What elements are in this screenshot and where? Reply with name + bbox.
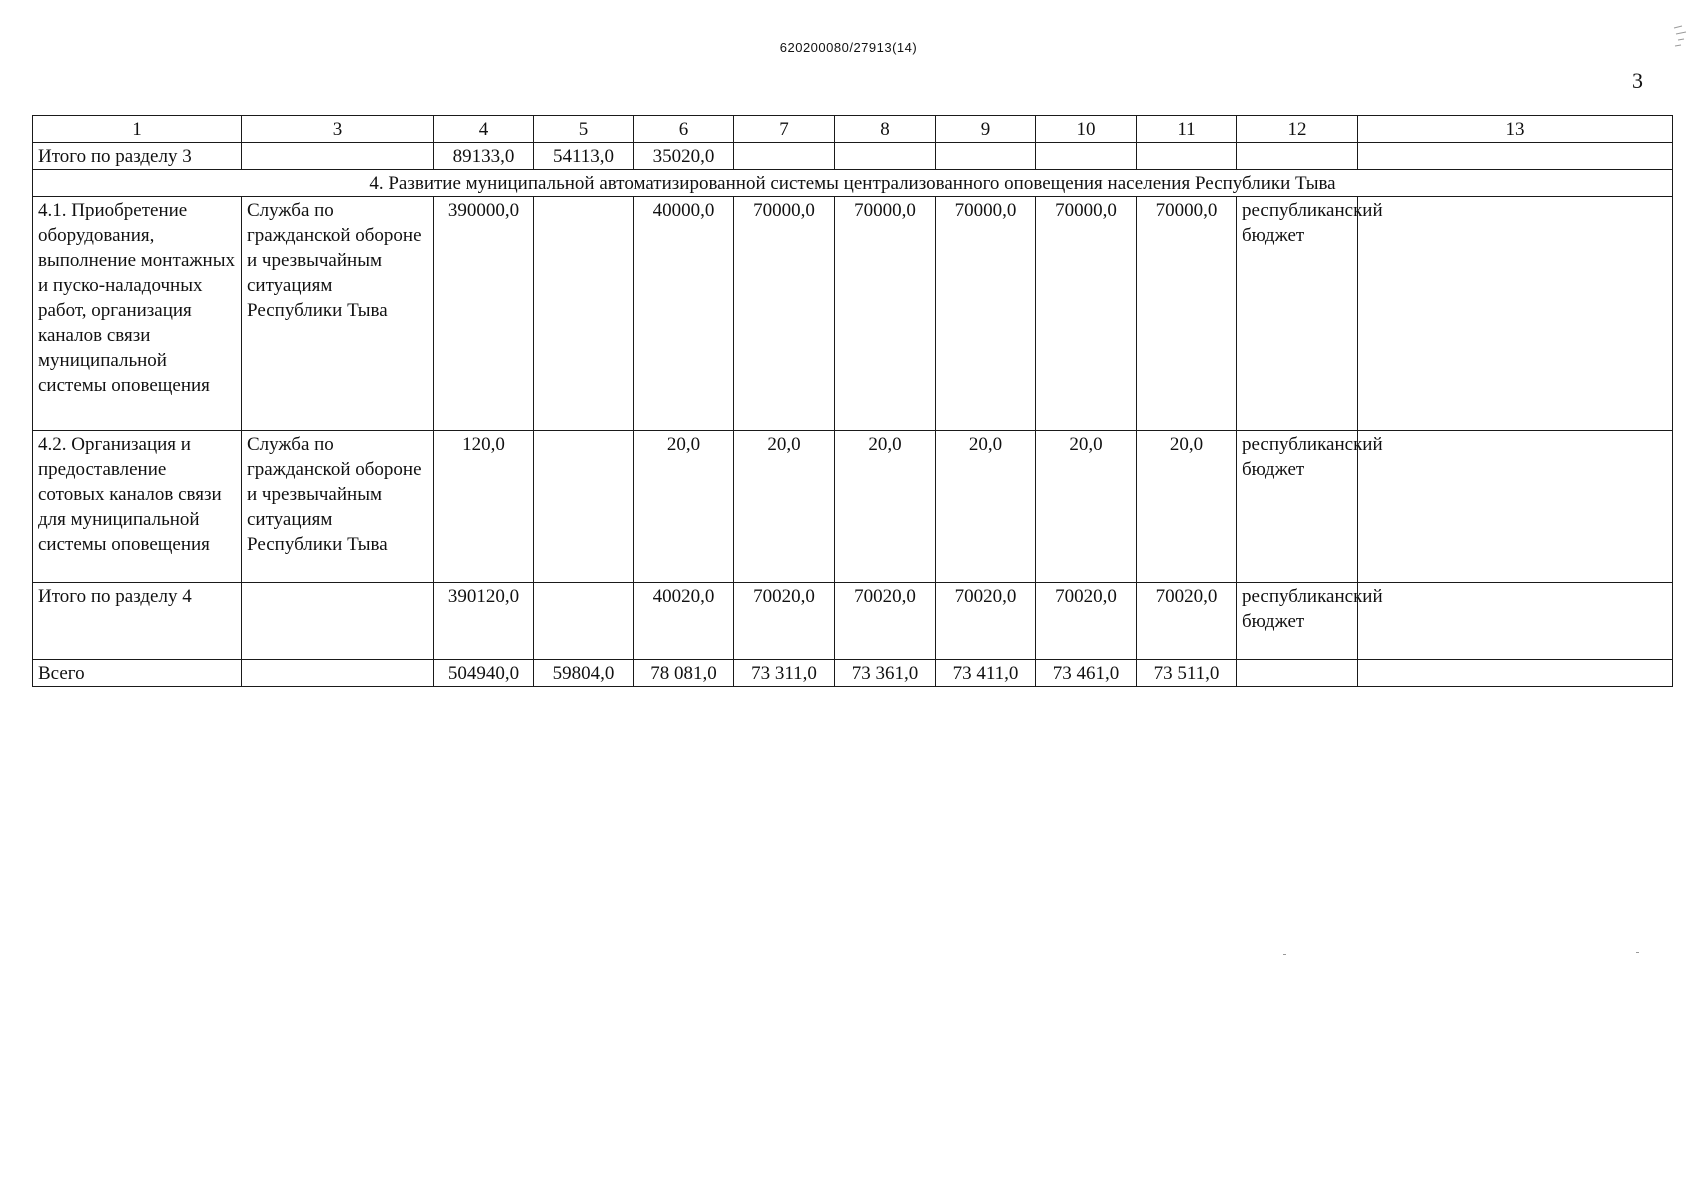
cell-col10: 20,0	[1036, 431, 1137, 583]
cell-col3	[242, 660, 434, 687]
cell-col3	[242, 143, 434, 170]
cell-col5	[534, 197, 634, 431]
table-row	[33, 197, 1673, 431]
cell-col13	[1358, 143, 1673, 170]
cell-col7: 73 311,0	[734, 660, 835, 687]
col-header-4: 4	[434, 116, 534, 143]
cell-col7	[734, 143, 835, 170]
activity-name: 4.1. Приобретение оборудования, выполнение монтажных и пуско-наладочных работ, организация каналов связи муниципальной системы оповещения	[33, 197, 242, 431]
cell-col8	[835, 143, 936, 170]
row-label: Итого по разделу 3	[33, 143, 242, 170]
section3-total-row	[33, 143, 1673, 170]
col-header-6: 6	[634, 116, 734, 143]
table-row	[33, 431, 1673, 583]
cell-col10: 70000,0	[1036, 197, 1137, 431]
grand-total-row	[33, 660, 1673, 687]
cell-col6: 40020,0	[634, 583, 734, 660]
cell-col6: 20,0	[634, 431, 734, 583]
cell-col5	[534, 431, 634, 583]
scan-speck	[1636, 952, 1639, 953]
cell-col11	[1137, 143, 1237, 170]
col-header-10: 10	[1036, 116, 1137, 143]
col-header-3: 3	[242, 116, 434, 143]
row-label: Всего	[33, 660, 242, 687]
cell-col4: 504940,0	[434, 660, 534, 687]
cell-col6: 35020,0	[634, 143, 734, 170]
cell-col4: 390000,0	[434, 197, 534, 431]
cell-col12	[1237, 660, 1358, 687]
row-label: Итого по разделу 4	[33, 583, 242, 660]
cell-col8: 70020,0	[835, 583, 936, 660]
cell-col8: 70000,0	[835, 197, 936, 431]
budget-table	[32, 115, 1673, 687]
cell-col5: 59804,0	[534, 660, 634, 687]
cell-col9	[936, 143, 1036, 170]
col-header-8: 8	[835, 116, 936, 143]
cell-col10: 73 461,0	[1036, 660, 1137, 687]
col-header-1: 1	[33, 116, 242, 143]
cell-col4: 120,0	[434, 431, 534, 583]
col-header-9: 9	[936, 116, 1036, 143]
cell-col10	[1036, 143, 1137, 170]
cell-col6: 78 081,0	[634, 660, 734, 687]
cell-col11: 73 511,0	[1137, 660, 1237, 687]
col-header-11: 11	[1137, 116, 1237, 143]
scan-speck	[1283, 954, 1286, 955]
cell-col11: 70020,0	[1137, 583, 1237, 660]
section4-title: 4. Развитие муниципальной автоматизированной системы централизованного оповещения населения Республики Тыва	[33, 170, 1673, 197]
cell-col9: 73 411,0	[936, 660, 1036, 687]
col-header-13: 13	[1358, 116, 1673, 143]
cell-col7: 70020,0	[734, 583, 835, 660]
scan-corner-mark	[1672, 24, 1688, 50]
column-number-row	[33, 116, 1673, 143]
cell-col3	[242, 583, 434, 660]
cell-col13	[1358, 197, 1673, 431]
funding-source: республиканский бюджет	[1237, 197, 1358, 431]
cell-col9: 70020,0	[936, 583, 1036, 660]
cell-col4: 390120,0	[434, 583, 534, 660]
cell-col8: 73 361,0	[835, 660, 936, 687]
col-header-5: 5	[534, 116, 634, 143]
section4-total-row	[33, 583, 1673, 660]
cell-col9: 20,0	[936, 431, 1036, 583]
scan-mark-icon	[1672, 24, 1688, 50]
cell-col13	[1358, 583, 1673, 660]
funding-source: республиканский бюджет	[1237, 431, 1358, 583]
col-header-12: 12	[1237, 116, 1358, 143]
cell-col7: 20,0	[734, 431, 835, 583]
cell-col5: 54113,0	[534, 143, 634, 170]
cell-col11: 20,0	[1137, 431, 1237, 583]
page-number: 3	[1632, 68, 1643, 93]
cell-col8: 20,0	[835, 431, 936, 583]
funding-source: республиканский бюджет	[1237, 583, 1358, 660]
responsible-executor: Служба по гражданской обороне и чрезвычайным ситуациям Республики Тыва	[242, 431, 434, 583]
section4-title-row	[33, 170, 1673, 197]
cell-col6: 40000,0	[634, 197, 734, 431]
activity-name: 4.2. Организация и предоставление сотовых каналов связи для муниципальной системы оповещения	[33, 431, 242, 583]
document-registration-number: 620200080/27913(14)	[779, 40, 918, 55]
cell-col9: 70000,0	[936, 197, 1036, 431]
cell-col4: 89133,0	[434, 143, 534, 170]
cell-col13	[1358, 431, 1673, 583]
responsible-executor: Служба по гражданской обороне и чрезвычайным ситуациям Республики Тыва	[242, 197, 434, 431]
cell-col5	[534, 583, 634, 660]
cell-col7: 70000,0	[734, 197, 835, 431]
cell-col12	[1237, 143, 1358, 170]
cell-col13	[1358, 660, 1673, 687]
col-header-7: 7	[734, 116, 835, 143]
cell-col10: 70020,0	[1036, 583, 1137, 660]
cell-col11: 70000,0	[1137, 197, 1237, 431]
